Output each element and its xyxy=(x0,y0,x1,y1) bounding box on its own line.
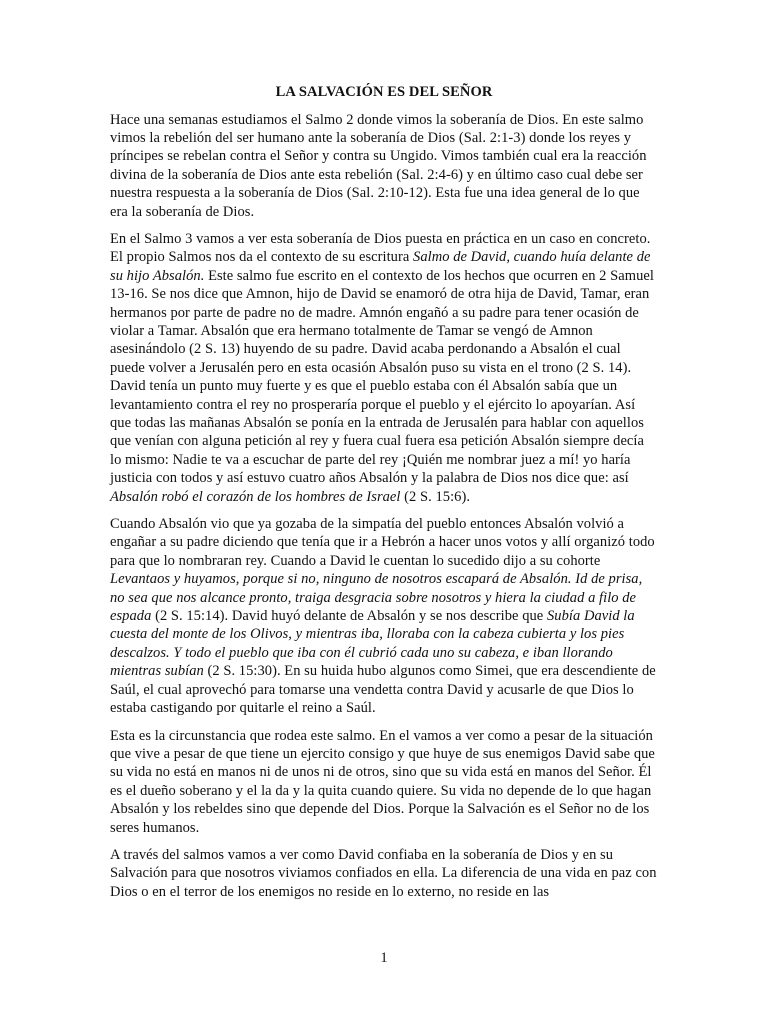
paragraph xyxy=(110,515,658,717)
document-title: LA SALVACIÓN ES DEL SEÑOR xyxy=(275,84,493,100)
text-run: Hace una semanas estudiamos el Salmo 2 donde vimos la soberanía de Dios. En este salmo vimos la rebelión del ser humano ante la soberanía de Dios (Sal. 2:1-3) donde los reyes y príncipes se rebelan contra el Señor y contra su Ungido. Vimos también cual era la reacción divina de la soberanía de Dios ante esta rebelión (Sal. 2:4-6) y en último caso cual debe ser nuestra respuesta a la soberanía de Dios (Sal. 2:10-12). Esta fue una idea general de lo que era la soberanía de Dios. xyxy=(110,111,647,220)
text-run: A través del salmos vamos a ver como David confiaba en la soberanía de Dios y en su Salvación para que nosotros viviamos confiados en ella. La diferencia de una vida en paz con Dios o en el terror de los enemigos no reside en lo externo, no reside en las xyxy=(110,846,657,900)
italic-quote: Absalón robó el corazón de los hombres de Israel xyxy=(110,488,401,505)
italic-quote: Subía David la cuesta del monte de los Olivos, y mientras iba, lloraba con la cabeza cubierta y los pies descalzos. Y todo el pueblo que iba con él cubrió cada uno su cabeza, e iban llorando mientras subían xyxy=(110,608,635,680)
document-page xyxy=(110,83,658,910)
paragraph xyxy=(110,727,658,837)
text-run: (2 S. 15:6). xyxy=(400,488,471,505)
paragraph xyxy=(110,230,658,506)
italic-quote: Salmo de David, cuando huía delante de su hijo Absalón. xyxy=(110,249,651,284)
document-body xyxy=(110,111,658,902)
text-run: (2 S. 15:14). David huyó delante de Absalón y se nos describe que xyxy=(151,608,547,625)
paragraph xyxy=(110,111,658,221)
text-run: En el Salmo 3 vamos a ver esta soberanía de Dios puesta en práctica en un caso en concreto. El propio Salmos nos da el contexto de su escritura xyxy=(110,230,651,266)
text-run: Cuando Absalón vio que ya gozaba de la simpatía del pueblo entonces Absalón volvió a engañar a su padre diciendo que tenía que ir a Hebrón a hacer unos votos y allí organizó todo para que lo nombraran rey. Cuando a David le cuentan lo sucedido dijo a su cohorte xyxy=(110,516,655,569)
text-run: Esta es la circunstancia que rodea este salmo. En el vamos a ver como a pesar de la situación que vive a pesar de que tiene un ejercito consigo y que huye de sus enemigos David sabe que su vida no está en manos ni de unos ni de otros, sino que su vida está en manos del Señor. Él es el dueño soberano y el la da y la quita cuando quiere. Su vida no depende de lo que hagan Absalón y los rebeldes sino que depende del Dios. Porque la Salvación es el Señor no de los seres humanos. xyxy=(110,727,655,836)
page-number: 1 xyxy=(380,950,388,966)
italic-quote: Levantaos y huyamos, porque si no, ninguno de nosotros escapará de Absalón. Id de prisa, no sea que nos alcance pronto, traiga desgracia sobre nosotros y hiera la ciudad a filo de espada xyxy=(110,571,643,625)
text-run: (2 S. 15:30). En su huida hubo algunos como Simei, que era descendiente de Saúl, el cual aprovechó para tomarse una vendetta contra David y acusarle de que Dios lo estaba castigando por quitarle el reino a Saúl. xyxy=(110,663,656,717)
paragraph xyxy=(110,846,658,901)
text-run: Este salmo fue escrito en el contexto de los hechos que ocurren en 2 Samuel 13-16. Se nos dice que Amnon, hijo de David se enamoró de otra hija de David, Tamar, eran hermanos por parte de padre no de madre. Amnón engañó a su padre para tener ocasión de violar a Tamar. Absalón que era hermano totalmente de Tamar se vengó de Amnon asesinándolo (2 S. 13) huyendo de su padre. David acaba perdonando a Absalón el cual puede volver a Jerusalén pero en esta ocasión Absalón puso su vista en el trono (2 S. 14). David tenía un punto muy fuerte y es que el pueblo estaba con él Absalón sabía que un levantamiento contra el rey no prosperaría porque el pueblo y el ejército lo apoyarían. Así que todas las mañanas Absalón se ponía en la entrada de Jerusalén para hablar con aquellos que venían con alguna petición al rey y fuera cual fuera esa petición Absalón siempre decía lo mismo: Nadie te va a escuchar de parte del rey ¡Quién me nombrar juez a mí! yo haría justicia con todos y así estuvo cuatro años Absalón y la palabra de Dios nos dice que: así xyxy=(110,267,654,487)
